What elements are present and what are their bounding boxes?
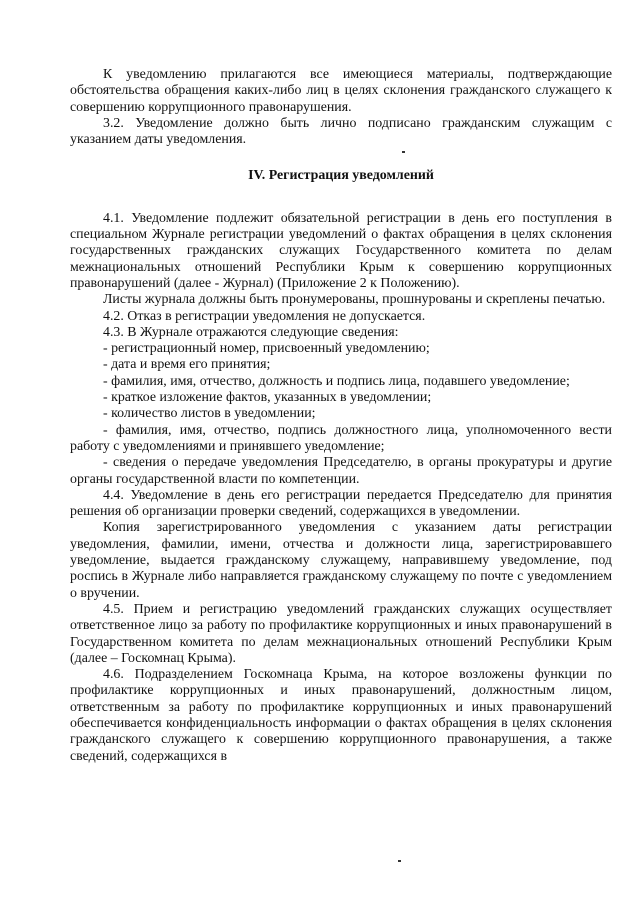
scan-speck xyxy=(398,860,401,862)
paragraph-attachments: К уведомлению прилагаются все имеющиеся материалы, подтверждающие обстоятельства обращения каких-либо лиц в целях склонения гражданского служащего к совершению коррупционного правонарушения. xyxy=(70,67,612,115)
list-item: - краткое изложение фактов, указанных в уведомлении; xyxy=(103,390,432,406)
list-item: - дата и время его принятия; xyxy=(103,357,271,373)
list-item-responsible: - фамилия, имя, отчество, подпись должностного лица, уполномоченного вести работу с уведомлениями и принявшего уведомление; xyxy=(70,422,612,454)
paragraph-3-2: 3.2. Уведомление должно быть лично подписано гражданским служащим с указанием даты уведомления. xyxy=(70,115,612,148)
paragraph-4-4: 4.4. Уведомление в день его регистрации передается Председателю для принятия решения об организации проверки сведений, содержащихся в уведомлении. xyxy=(70,487,612,520)
paragraph-4-1: 4.1. Уведомление подлежит обязательной регистрации в день его поступления в специальном Журнале регистрации уведомлений о фактах обращения в целях склонения государственных гражданских служащих Государственного комитета по делам межнациональных отношений Республики Крым к совершению коррупционных правонарушений (далее - Журнал) (Приложение 2 к Положению). xyxy=(70,210,612,291)
paragraph-4-5: 4.5. Прием и регистрацию уведомлений гражданских служащих осуществляет ответственное лицо за работу по профилактике коррупционных и иных правонарушений в Государственном комитета по делам межнациональных отношений Республики Крым (далее – Госкомнац Крыма). xyxy=(70,601,612,666)
list-item: - количество листов в уведомлении; xyxy=(103,406,316,422)
paragraph-journal-sheets: Листы журнала должны быть пронумерованы, прошнурованы и скреплены печатью. xyxy=(103,292,606,308)
paragraph-4-2: 4.2. Отказ в регистрации уведомления не допускается. xyxy=(103,308,426,324)
list-item: - фамилия, имя, отчество, должность и подпись лица, подавшего уведомление; xyxy=(103,373,570,389)
list-item-transfer: - сведения о передаче уведомления Председателю, в органы прокуратуры и другие органы государственной власти по компетенции. xyxy=(70,455,612,487)
paragraph-4-3: 4.3. В Журнале отражаются следующие сведения: xyxy=(103,324,399,340)
list-item: - регистрационный номер, присвоенный уведомлению; xyxy=(103,341,430,357)
paragraph-4-6: 4.6. Подразделением Госкомнаца Крыма, на которое возложены функции по профилактике коррупционных и иных правонарушений, должностным лицом, ответственным за работу по профилактике коррупционных и иных правонарушений обеспечивается конфиденциальность информации о фактах обращения в целях склонения гражданского служащего к совершению коррупционного правонарушения, а также сведений, содержащихся в xyxy=(70,667,612,764)
paragraph-copy: Копия зарегистрированного уведомления с указанием даты регистрации уведомления, фамилии, имени, отчества и должности лица, зарегистрировавшего уведомление, выдается гражданскому служащему, направившему уведомление, под роспись в Журнале либо направляется гражданскому служащему по почте с уведомлением о вручении. xyxy=(70,520,612,601)
scan-speck xyxy=(402,151,405,153)
section-heading: IV. Регистрация уведомлений xyxy=(248,168,434,184)
